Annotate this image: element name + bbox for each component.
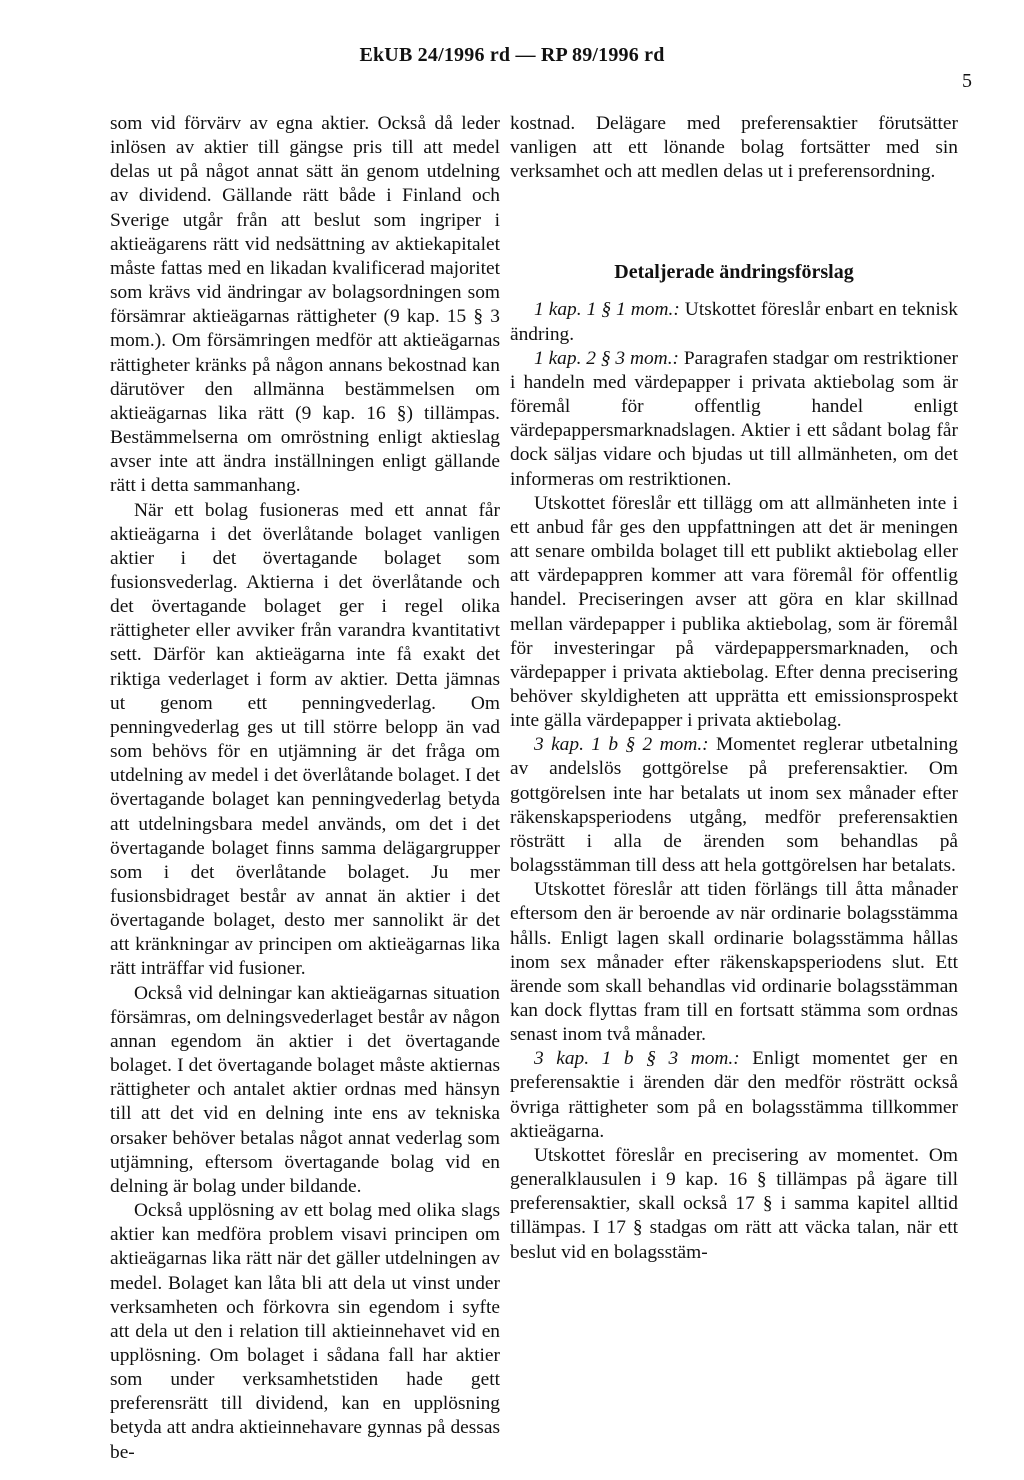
page-number: 5 bbox=[962, 70, 972, 92]
left-paragraph-1: som vid förvärv av egna aktier. Också då leder inlösen av aktier till gängse pris till att medel delas ut på något annat sätt än genom utdelning av dividend. Gällande rätt både i Finland och Sverige utgår från att beslut som ingriper i aktieägarens rätt vid nedsättning av aktiekapitalet måste fattas med en likadan kvalificerad majoritet som krävs vid ändringar av bolagsordningen som försämrar aktieägarnas rättigheter (9 kap. 15 § 3 mom.). Om försämringen medför att aktieägarnas rättigheter kränks på någon annans bekostnad kan därutöver den allmänna bestämmelsen om aktieägarnas lika rätt (9 kap. 16 §) tillämpas. Bestämmelserna om omröstning enligt aktieslag avser inte att ändra inställningen enligt gällande rätt i detta sammanhang. bbox=[110, 113, 500, 497]
item-3-followup: Utskottet föreslår att tiden förlängs till åtta månader eftersom den är beroende av när ordinarie bolagsstämma hålls. Enligt lagen skall ordinarie bolagsstämma hållas inom sex månader efter räkenskapsperiodens slut. Ett ärende som skall behandlas vid ordinarie bolagsstämman kan dock flyttas fram till en fortsatt stämma som ordnas senast inom två månader. bbox=[510, 879, 958, 1046]
item-3 bbox=[510, 733, 958, 878]
right-column bbox=[510, 112, 958, 1265]
item-4 bbox=[510, 1047, 958, 1144]
left-paragraph-3: Också vid delningar kan aktieägarnas situation försämras, om delningsvederlaget består av någon annan egendom än aktier i det övertagande bolaget. I det övertagande bolaget måste aktiernas rättigheter och antalet aktier ordnas med hänsyn till att det vid en delning inte ens av tekniska orsaker behöver betalas något annat vederlag som utjämning, eftersom övertagande bolag vid en delning är bolag under bildande. bbox=[110, 982, 500, 1197]
item-2 bbox=[510, 347, 958, 492]
item-1 bbox=[510, 298, 958, 346]
item-2-ref: 1 kap. 2 § 3 mom.: bbox=[534, 347, 679, 369]
running-header: EkUB 24/1996 rd — RP 89/1996 rd bbox=[359, 44, 665, 66]
item-2-followup: Utskottet föreslår ett tillägg om att allmänheten inte i ett anbud får ges den uppfattningen att det är meningen att senare ombilda bolaget till ett publikt aktiebolag eller att värdepappren kommer att vara föremål för offentlig handel. Preciseringen avser att göra en klar skillnad mellan värdepapper i publika aktiebolag, som är föremål för investeringar på värdepappersmarknaden, och värdepapper i privata aktiebolag. Efter denna precisering behöver skyldigheten att upprätta ett emissionsprospekt inte gälla värdepapper i privata aktiebolag. bbox=[510, 492, 958, 732]
item-4-text: Enligt momentet ger en preferensaktie i ärenden där den medför rösträtt också övriga rättigheter som på en bolagsstämma tillkommer aktieägarna. bbox=[510, 1048, 958, 1142]
item-4-ref: 3 kap. 1 b § 3 mom.: bbox=[534, 1048, 740, 1070]
right-intro-paragraph: kostnad. Delägare med preferensaktier förutsätter vanligen att ett lönande bolag fortsätter med sin verksamhet och att medlen delas ut i preferensordning. bbox=[510, 113, 958, 183]
item-2-text: Paragrafen stadgar om restriktioner i handeln med värdepapper i privata aktiebolag som är föremål för offentlig handel enligt värdepappersmarknadslagen. Aktier i ett sådant bolag får dock säljas vidare och bjudas ut till allmänheten, om det informeras om restriktionen. bbox=[510, 347, 958, 490]
section-heading: Detaljerade ändringsförslag bbox=[614, 261, 854, 284]
item-1-ref: 1 kap. 1 § 1 mom.: bbox=[534, 299, 680, 321]
left-paragraph-2: När ett bolag fusioneras med ett annat får aktieägarna i det överlåtande bolaget vanligen aktier i det övertagande bolaget som fusionsvederlag. Aktierna i det överlåtande och det övertagande bolaget ger i regel olika rättigheter eller avviker från varandra kvantitativt sett. Därför kan aktieägarna inte få exakt det riktiga vederlaget i form av aktier. Detta jämnas ut genom ett penningvederlag. Om penningvederlag ges ut till större belopp än vad som behövs för en utjämning är det fråga om utdelning av medel i det överlåtande bolaget. I det övertagande bolaget kan penningvederlag betyda att utdelningsbara medel används, om det i det övertagande bolaget finns samma delägargrupper som i det överlåtande bolaget. Ju mer fusionsbidraget består av annat än aktier i det övertagande bolaget, desto mer sannolikt är det att kränkningar av principen om aktieägarnas lika rätt inträffar vid fusioner. bbox=[110, 499, 500, 980]
left-paragraph-4: Också upplösning av ett bolag med olika slags aktier kan medföra problem visavi principen om aktieägarnas lika rätt när det gäller utdelningen av medel. Bolaget kan låta bli att dela ut vinst under verksamheten och förkovra sin egendom i syfte att dela ut den i relation till aktieinnehavet vid en upplösning. Om bolaget i sådana fall har aktier som under verksamhetstiden hade gett preferensrätt till dividend, kan en upplösning betyda att andra aktieinnehavare gynnas på dessas be- bbox=[110, 1200, 500, 1463]
item-3-text: Momentet reglerar utbetalning av andelslös gottgörelse på preferensaktier. Om gottgörelsen inte har betalats ut inom sex månader efter räkenskapsperiodens utgång, medför preferensaktien rösträtt i alla de ärenden som behandlas på bolagsstämman till dess att hela gottgörelsen har betalats. bbox=[510, 734, 958, 877]
item-1-text: Utskottet föreslår enbart en teknisk ändring. bbox=[510, 299, 958, 345]
left-column bbox=[110, 112, 500, 1465]
final-paragraph: Utskottet föreslår en precisering av momentet. Om generalklausulen i 9 kap. 16 § tillämpas på ägare till preferensaktier, skall också 17 § i samma kapitel alltid tillämpas. I 17 § stadgas om rätt att väcka talan, när ett beslut vid en bolagsstäm- bbox=[510, 1144, 958, 1263]
item-3-ref: 3 kap. 1 b § 2 mom.: bbox=[534, 734, 709, 756]
